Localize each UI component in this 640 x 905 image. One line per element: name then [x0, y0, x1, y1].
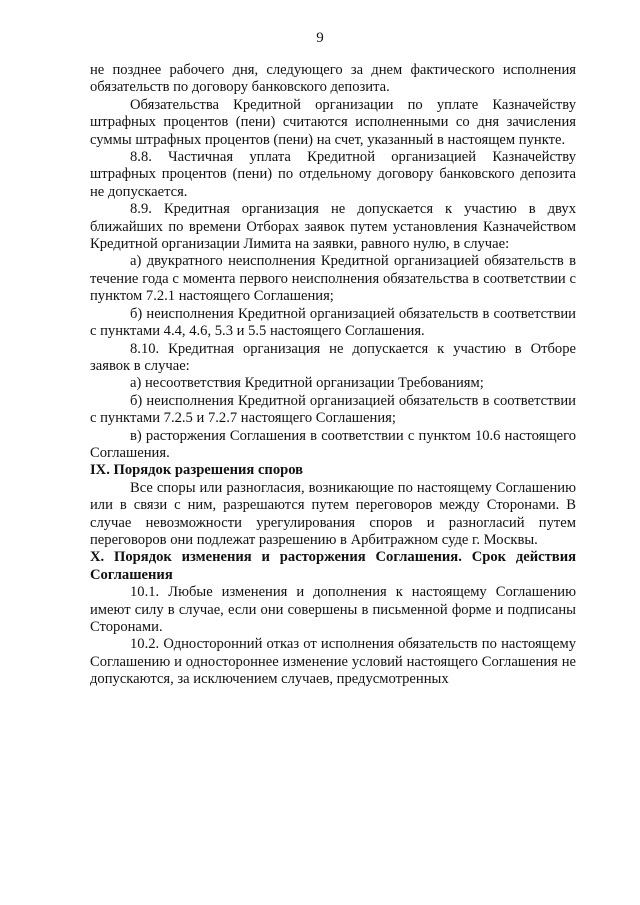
document-body	[90, 62, 576, 689]
clause-8-8: 8.8. Частичная уплата Кредитной организацией Казначейству штрафных процентов (пени) по отдельному договору банковского депозита не допускается.	[90, 149, 576, 200]
clause-8-9: 8.9. Кредитная организация не допускается к участию в двух ближайших по времени Отборах заявок путем установления Казначейством Кредитной организации Лимита на заявки, равного нулю, в случае:	[90, 201, 576, 253]
clause-10-1: 10.1. Любые изменения и дополнения к настоящему Соглашению имеют силу в случае, если они совершены в письменной форме и подписаны Сторонами.	[90, 584, 576, 635]
clause-8-10-c: в) расторжения Соглашения в соответствии с пунктом 10.6 настоящего Соглашения.	[90, 427, 576, 461]
section-9-paragraph: Все споры или разногласия, возникающие по настоящему Соглашению или в связи с ним, разрешаются путем переговоров между Сторонами. В случае невозможности урегулирования споров и разногласий путем переговоров они подлежат разрешению в Арбитражном суде г. Москвы.	[90, 479, 576, 548]
section-heading-10: X. Порядок изменения и расторжения Соглашения. Срок действия Соглашения	[90, 549, 576, 583]
clause-8-9-b: б) неисполнения Кредитной организацией обязательств в соответствии с пунктами 4.4, 4.6, 5.3 и 5.5 настоящего Соглашения.	[90, 305, 576, 340]
clause-8-10: 8.10. Кредитная организация не допускается к участию в Отборе заявок в случае:	[90, 340, 576, 374]
paragraph: не позднее рабочего дня, следующего за днем фактического исполнения обязательств по договору банковского депозита.	[90, 62, 576, 96]
paragraph: Обязательства Кредитной организации по уплате Казначейству штрафных процентов (пени) считаются исполненными со дня зачисления суммы штрафных процентов (пени) на счет, указанный в настоящем пункте.	[90, 96, 576, 148]
clause-10-2: 10.2. Односторонний отказ от исполнения обязательств по настоящему Соглашению и одностороннее изменение условий настоящего Соглашения не допускаются, за исключением случаев, предусмотренных	[90, 636, 576, 688]
clause-8-10-a: а) несоответствия Кредитной организации Требованиям;	[130, 375, 484, 392]
section-heading-9: IX. Порядок разрешения споров	[90, 462, 304, 479]
clause-8-9-a: а) двукратного неисполнения Кредитной организацией обязательств в течение года с момента первого неисполнения обязательства в соответствии с пунктом 7.2.1 настоящего Соглашения;	[90, 253, 576, 305]
page-number: 9	[316, 30, 324, 46]
clause-8-10-b: б) неисполнения Кредитной организацией обязательств в соответствии с пунктами 7.2.5 и 7.2.7 настоящего Соглашения;	[90, 392, 576, 427]
